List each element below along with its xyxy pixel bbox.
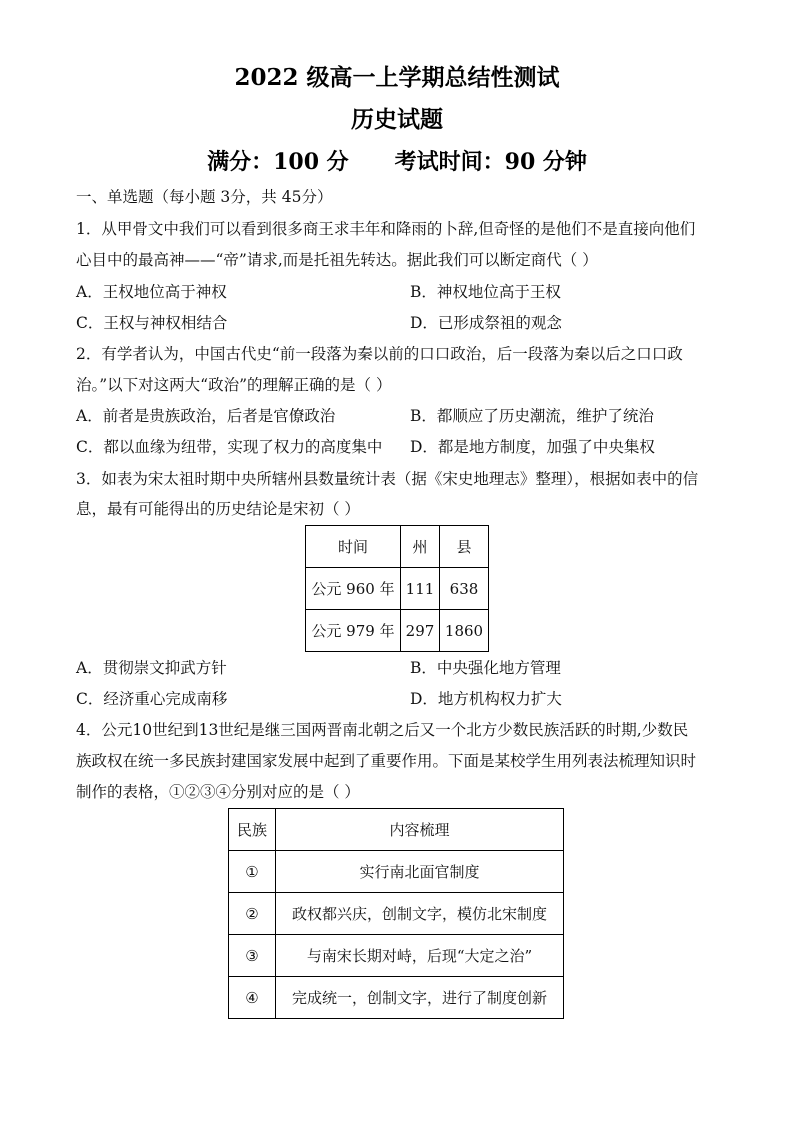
table-cell: 完成统一，创制文字，进行了制度创新 bbox=[276, 977, 564, 1019]
table-cell: ③ bbox=[229, 935, 276, 977]
exam-meta: 满分：100 分 考试时间：90 分钟 bbox=[207, 149, 587, 175]
section-heading: 一、单选题（每小题 3分，共 45分） bbox=[76, 188, 333, 206]
table-cell: 638 bbox=[440, 568, 489, 610]
q2-option-c: C．都以血缘为纽带，实现了权力的高度集中 bbox=[76, 438, 383, 456]
table-cell: ① bbox=[229, 851, 276, 893]
table-cell: 公元 960 年 bbox=[306, 568, 401, 610]
q3-stem-line-2: 息，最有可能得出的历史结论是宋初（ ） bbox=[76, 500, 360, 518]
q1-option-c: C．王权与神权相结合 bbox=[76, 314, 228, 332]
q1-option-b: B．神权地位高于王权 bbox=[410, 283, 561, 301]
table-cell: ④ bbox=[229, 977, 276, 1019]
q1-stem-line-2: 心目中的最高神——“帝”请求,而是托祖先转达。据此我们可以断定商代（ ） bbox=[76, 251, 598, 269]
table-row bbox=[229, 851, 564, 893]
q4-stem-line-3: 制作的表格，①②③④分别对应的是（ ） bbox=[76, 783, 360, 801]
table-cell: 111 bbox=[401, 568, 440, 610]
q2-stem-line-2: 治。”以下对这两大“政治”的理解正确的是（ ） bbox=[76, 376, 392, 394]
q2-option-d: D．都是地方制度，加强了中央集权 bbox=[410, 438, 655, 456]
table-cell: 与南宋长期对峙，后现“大定之治” bbox=[276, 935, 564, 977]
q4-stem-line-1: 4．公元10世纪到13世纪是继三国两晋南北朝之后又一个北方少数民族活跃的时期,少数民 bbox=[76, 721, 689, 739]
q2-option-b: B．都顺应了历史潮流，维护了统治 bbox=[410, 407, 654, 425]
table-row bbox=[229, 935, 564, 977]
table-row bbox=[306, 610, 489, 652]
table-cell: ② bbox=[229, 893, 276, 935]
table-cell: 实行南北面官制度 bbox=[276, 851, 564, 893]
q3-stem-line-1: 3．如表为宋太祖时期中央所辖州县数量统计表（据《宋史地理志》整理），根据如表中的信 bbox=[76, 470, 699, 488]
table-header-cell: 州 bbox=[401, 526, 440, 568]
table-header-row bbox=[229, 809, 564, 851]
table-header-cell: 时间 bbox=[306, 526, 401, 568]
q3-option-b: B．中央强化地方管理 bbox=[410, 659, 561, 677]
table-row bbox=[229, 977, 564, 1019]
table-cell: 297 bbox=[401, 610, 440, 652]
q3-option-d: D．地方机构权力扩大 bbox=[410, 690, 562, 708]
q4-knowledge-table bbox=[228, 808, 564, 1019]
table-header-cell: 内容梳理 bbox=[276, 809, 564, 851]
q3-option-c: C．经济重心完成南移 bbox=[76, 690, 228, 708]
table-cell: 公元 979 年 bbox=[306, 610, 401, 652]
q1-stem-line-1: 1．从甲骨文中我们可以看到很多商王求丰年和降雨的卜辞,但奇怪的是他们不是直接向他们 bbox=[76, 220, 696, 238]
q3-data-table bbox=[305, 525, 489, 652]
table-header-row bbox=[306, 526, 489, 568]
table-row bbox=[306, 568, 489, 610]
exam-title: 2022 级高一上学期总结性测试 bbox=[234, 64, 560, 91]
q1-option-d: D．已形成祭祖的观念 bbox=[410, 314, 562, 332]
q2-option-a: A．前者是贵族政治，后者是官僚政治 bbox=[76, 407, 336, 425]
exam-subject: 历史试题 bbox=[351, 106, 443, 133]
q1-option-a: A．王权地位高于神权 bbox=[76, 283, 227, 301]
q3-option-a: A．贯彻崇文抑武方针 bbox=[76, 659, 227, 677]
table-cell: 1860 bbox=[440, 610, 489, 652]
table-header-cell: 县 bbox=[440, 526, 489, 568]
table-cell: 政权都兴庆，创制文字，模仿北宋制度 bbox=[276, 893, 564, 935]
q4-stem-line-2: 族政权在统一多民族封建国家发展中起到了重要作用。下面是某校学生用列表法梳理知识时 bbox=[76, 752, 697, 770]
table-row bbox=[229, 893, 564, 935]
q2-stem-line-1: 2．有学者认为，中国古代史“前一段落为秦以前的口口政治，后一段落为秦以后之口口政 bbox=[76, 345, 683, 363]
table-header-cell: 民族 bbox=[229, 809, 276, 851]
